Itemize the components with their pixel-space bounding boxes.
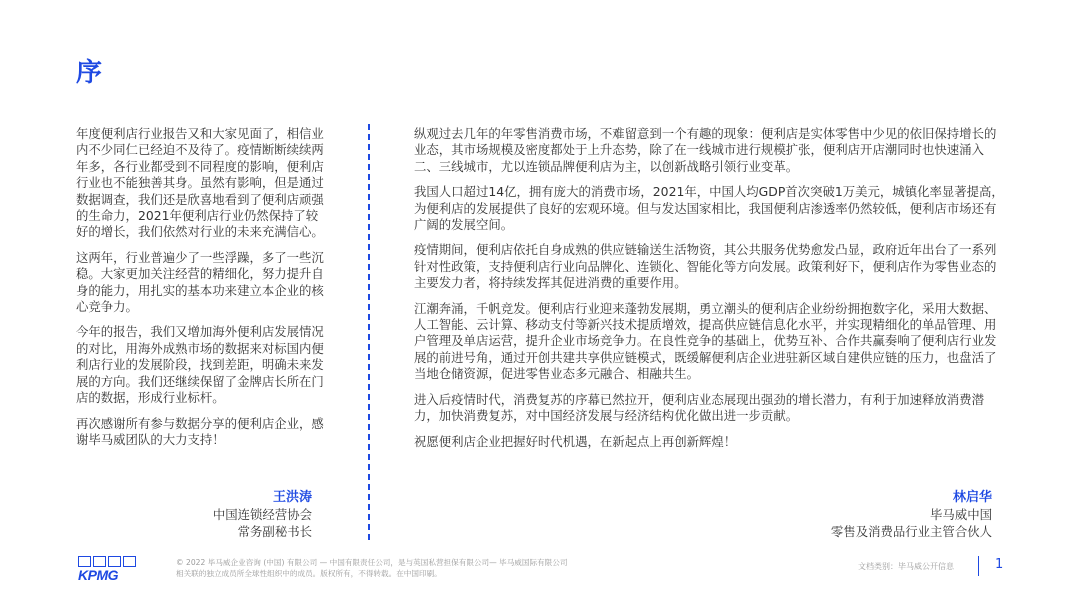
paragraph: 年度便利店行业报告又和大家见面了，相信业内不少同仁已经迫不及待了。疫情断断续续两年多，各行业都受到不同程度的影响，便利店行业也不能独善其身。虽然有影响，但是通过数据调查，我们还是欣喜地看到了便利店顽强的生命力，2021年便利店行业仍然保持了较好的增长，我们依然对行业的未来充满信心。 [76, 126, 324, 240]
kpmg-logo [78, 556, 136, 582]
paragraph: 进入后疫情时代，消费复苏的序幕已然拉开，便利店业态展现出强劲的增长潜力，有利于加速释放消费潜力，加快消费复苏，对中国经济发展与经济结构优化做出进一步贡献。 [414, 391, 984, 424]
page-number: 1 [995, 557, 1004, 572]
paragraph: 这两年，行业普遍少了一些浮躁，多了一些沉稳。大家更加关注经营的精细化，努力提升自身的能力，用扎实的基本功来建立本企业的核心竞争力。 [76, 249, 324, 315]
paragraph: 纵观过去几年的年零售消费市场，不难留意到一个有趣的现象：便利店是实体零售中少见的依旧保持增长的业态，其市场规模及密度都处于上升态势，除了在一线城市进行规模扩张，便利店开店潮同时也快速涌入二、三线城市，尤以连锁品牌便利店为主，以创新战略引领行业变革。 [414, 126, 997, 174]
signature-left [213, 489, 312, 540]
signatory-name: 林启华 [952, 490, 992, 505]
logo-bars-icon [78, 556, 136, 567]
paragraph: 今年的报告，我们又增加海外便利店发展情况的对比，用海外成熟市场的数据来对标国内便利店行业的发展阶段，找到差距，明确未来发展的方向。我们还继续保留了金牌店长所在门店的数据，形成行业标杆。 [76, 324, 324, 406]
paragraph: 江潮奔涌，千帆竞发。便利店行业迎来蓬勃发展期，勇立潮头的便利店企业纷纷拥抱数字化，采用大数据、人工智能、云计算、移动支付等新兴技术提质增效，提高供应链信息化水平，并实现精细化的单品管理、用户管理及单店运营，提升企业市场竞争力。在良性竞争的基础上，优势互补、合作共赢奏响了便利店行业发展的前进号角，通过开创共建共享供应链模式，既缓解便利店企业进驻新区域自建供应链的压力，也盘活了当地仓储资源，促进零售业态多元融合、相融共生。 [414, 300, 997, 382]
column-divider [368, 124, 370, 540]
preface-right-column [414, 126, 1004, 459]
document-classification: 文档类别：毕马威公开信息 [858, 562, 954, 571]
paragraph: 再次感谢所有参与数据分享的便利店企业，感谢毕马威团队的大力支持！ [76, 415, 324, 447]
paragraph: 祝愿便利店企业把握好时代机遇，在新起点上再创新辉煌！ [414, 433, 737, 449]
copyright-line: © 2022 毕马威企业咨询 (中国) 有限公司 — 中国有限责任公司，是与英国私营担保有限公司— 毕马威国际有限公司 [176, 558, 568, 567]
paragraph: 我国人口超过14亿，拥有庞大的消费市场，2021年，中国人均GDP首次突破1万美元，城镇化率显著提高，为便利店的发展提供了良好的宏观环境。但与发达国家相比，我国便利店渗透率仍然较低，便利店市场还有广阔的发展空间。 [414, 184, 1004, 233]
signatory-org: 毕马威中国 [930, 507, 992, 522]
logo-wordmark: KPMG [78, 567, 118, 583]
footer-separator [978, 556, 979, 576]
signatory-name: 王洪涛 [272, 490, 312, 505]
signatory-org: 中国连锁经营协会 [212, 507, 312, 522]
page-title: 序 [76, 58, 104, 88]
signatory-role: 零售及消费品行业主管合伙人 [830, 524, 992, 539]
paragraph: 疫情期间，便利店依托自身成熟的供应链输送生活物资，其公共服务优势愈发凸显，政府近年出台了一系列针对性政策，支持便利店行业向品牌化、连锁化、智能化等方向发展。政策利好下，便利店作为零售业态的主要发力者，将持续发挥其促进消费的重要作用。 [414, 242, 997, 291]
preface-left-column [76, 126, 330, 457]
signatory-role: 常务副秘书长 [237, 524, 312, 539]
copyright-line: 相关联的独立成员所全球性组织中的成员。版权所有，不得转载。在中国印刷。 [176, 569, 442, 578]
signature-right [831, 489, 992, 540]
copyright-notice [176, 557, 696, 579]
